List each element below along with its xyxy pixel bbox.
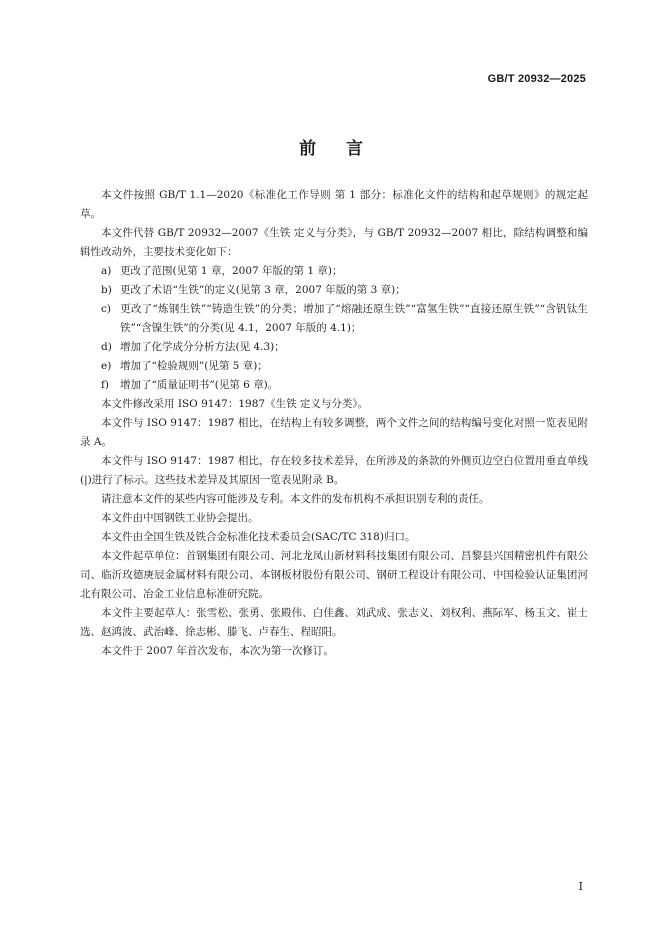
list-item-text: 增加了“检验规则”(见第 5 章)； — [120, 360, 268, 372]
paragraph-drafters: 本文件主要起草人：张雪松、张勇、张殿伟、白佳鑫、刘武成、张志义、刘权利、燕际军、杨玉文、崔士选、赵鸿波、武治峰、徐志彬、滕飞、卢春生、程昭阳。 — [80, 607, 588, 638]
page-title: 前言 — [299, 139, 393, 159]
paragraph-technical-differences: 本文件与 ISO 9147：1987 相比，存在较多技术差异，在所涉及的条款的外侧页边空白位置用垂直单线(|)进行了标示。这些技术差异及其原因一览表见附录 B。 — [80, 455, 588, 486]
list-item-text: 更改了“炼钢生铁”“铸造生铁”的分类；增加了“熔融还原生铁”“富氢生铁”“直接还原生铁”“含钒钛生铁”“含镍生铁”的分类(见 4.1，2007 年版的 4.1)； — [120, 303, 588, 334]
list-item-text: 增加了“质量证明书”(见第 6 章)。 — [120, 379, 279, 391]
list-item-label: d) — [101, 341, 112, 353]
list-item — [80, 262, 588, 281]
paragraph-iso-adoption: 本文件修改采用 ISO 9147：1987《生铁 定义与分类》。 — [101, 398, 369, 410]
changes-list — [80, 262, 588, 395]
paragraph-committee: 本文件由全国生铁及铁合金标准化技术委员会(SAC/TC 318)归口。 — [101, 531, 416, 543]
list-item-text: 更改了范围(见第 1 章，2007 年版的第 1 章)； — [120, 265, 343, 277]
list-item-label: c) — [101, 303, 111, 315]
paragraph-drafting-rules: 本文件按照 GB/T 1.1—2020《标准化工作导则 第 1 部分：标准化文件的结构和起草规则》的规定起草。 — [80, 189, 588, 220]
list-item — [80, 376, 588, 395]
list-item-label: a) — [101, 265, 112, 277]
paragraph-publication-history: 本文件于 2007 年首次发布，本次为第一次修订。 — [101, 645, 334, 657]
list-item — [80, 338, 588, 357]
list-item-text: 增加了化学成分分析方法(见 4.3)； — [120, 341, 285, 353]
list-item — [80, 357, 588, 376]
paragraph-replacement: 本文件代替 GB/T 20932—2007《生铁 定义与分类》，与 GB/T 20932—2007 相比，除结构调整和编辑性改动外，主要技术变化如下： — [80, 227, 588, 258]
list-item — [80, 300, 588, 338]
list-item — [80, 281, 588, 300]
paragraph-patent-notice: 请注意本文件的某些内容可能涉及专利。本文件的发布机构不承担识别专利的责任。 — [101, 493, 490, 505]
page-number: I — [578, 880, 583, 893]
paragraph-proposer: 本文件由中国钢铁工业协会提出。 — [101, 512, 259, 524]
paragraph-structure-differences: 本文件与 ISO 9147：1987 相比，在结构上有较多调整，两个文件之间的结构编号变化对照一览表见附录 A。 — [80, 417, 588, 448]
list-item-label: f) — [101, 379, 109, 391]
list-item-text: 更改了术语“生铁”的定义(见第 3 章，2007 年版的第 3 章)； — [120, 284, 406, 296]
paragraph-drafting-organizations: 本文件起草单位：首钢集团有限公司、河北龙凤山新材料科技集团有限公司、昌黎县兴国精密机件有限公司、临沂玫德庚辰金属材料有限公司、本钢板材股份有限公司、钢研工程设计有限公司、中国检验认证集团河北有限公司、冶金工业信息标准研究院。 — [80, 550, 588, 600]
list-item-label: e) — [101, 360, 112, 372]
document-body — [80, 186, 588, 661]
list-item-label: b) — [101, 284, 112, 296]
standard-code: GB/T 20932—2025 — [487, 73, 586, 85]
